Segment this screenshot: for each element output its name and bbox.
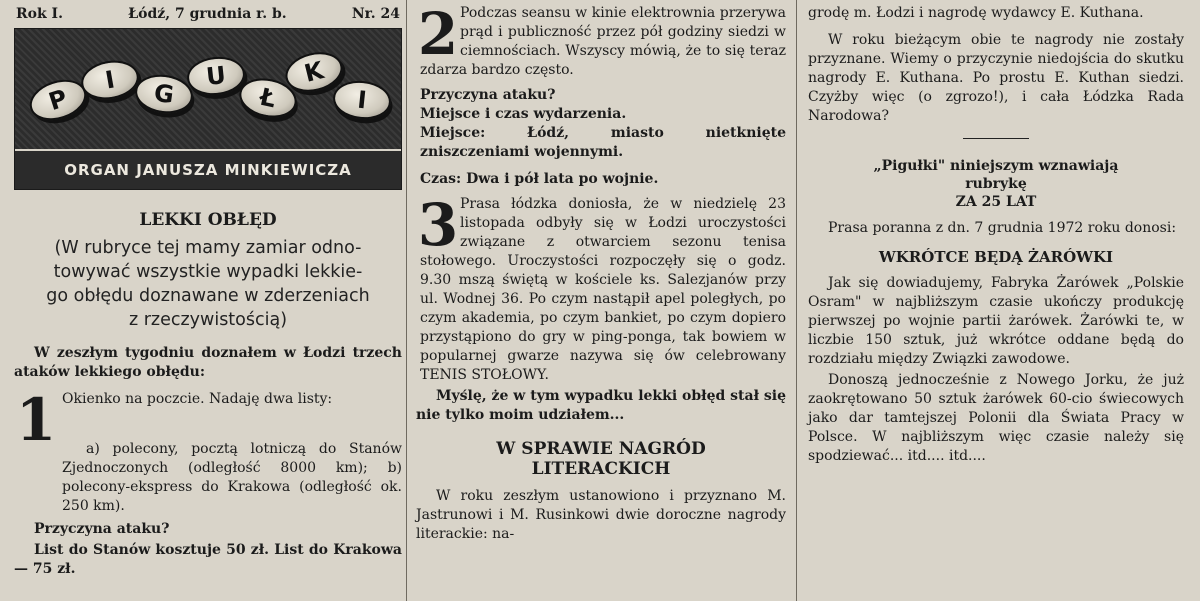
logo-subtitle: ORGAN JANUSZA MINKIEWICZA [15,149,401,189]
masthead-issue: Nr. 24 [351,6,400,22]
column-2 [416,0,786,544]
masthead-date: Łódź, 7 grudnia r. b. [128,6,287,22]
rubric-intro [14,236,402,332]
logo-pill: U [185,54,247,98]
heading-nagrody-line: LITERACKICH [531,459,671,479]
column-1 [14,4,402,579]
logo-pill: K [281,47,346,98]
intro-line: towywać wszystkie wypadki lekkie- [53,262,363,282]
heading-lekki-obled: LEKKI OBŁĘD [139,210,277,230]
item-2-q1: Przyczyna ataku? [420,87,556,103]
heading-nagrody-line: W SPRAWIE NAGRÓD [496,439,706,459]
logo-pill: G [133,71,196,117]
logo-pills [15,29,401,151]
lead-paragraph: W zeszłym tygodniu doznałem w Łodzi trzech ataków lekkiego obłędu: [14,345,402,380]
item-2 [416,0,786,80]
divider [963,138,1029,139]
bulbs-para2: Donoszą jednocześnie z Nowego Jorku, że już zaokrętowano 50 sztuk żarówek 60-cio świecowych jako dar tamtejszej Polonii dla Świata Pracy w Polsce. W najbliższym więc czasie należy się spodziewać... itd.... itd.... [808,372,1184,464]
dropcap-3: 3 [417,191,459,259]
item-3-text: Prasa łódzka doniosła, że w niedzielę 23 listopada odbyły się w Łodzi uroczystości związane z otwarciem sezonu tenisa stołowego. Uroczystości rozpoczęły się o godz. 9.30 mszą świętą w kościele ks. Salezjanów przy ul. Wodnej 36. Po czym nastąpił apel poległych, po czym akademia, po czym bankiet, po czym dopiero przystąpiono do gry w ping-ponga, tak bowiem w popularnej gwarze nazywa się ów celebrowany TENIS STOŁOWY. [420,196,786,383]
item-3 [416,191,786,385]
masthead-year: Rok I. [16,6,63,22]
rubric-line: ZA 25 LAT [955,194,1037,210]
rubric-za-25-lat [808,157,1184,211]
logo-pill: I [331,78,393,122]
rubric-line: rubrykę [965,176,1027,192]
cause-question: Przyczyna ataku? [34,521,170,537]
awards-continued: grodę m. Łodzi i nagrodę wydawcy E. Kuthana. [808,5,1144,21]
item-2-q4: Czas: Dwa i pół lata po wojnie. [420,171,659,187]
awards-para2: W roku bieżącym obie te nagrody nie zostały przyznane. Wiemy o przyczynie niedojścia do skutku nagrody E. Kuthana. Po prostu E. Kuthan siedzi. Czyżby więc (o zgrozo!), i cała Łódzka Rada Narodowa? [808,32,1184,124]
column-rule [796,0,797,601]
logo-pill: Ł [236,73,301,122]
column-rule [406,0,407,601]
intro-line: z rzeczywistością) [128,310,288,330]
item-2-text: Podczas seansu w kinie elektrownia przerywa prąd i publiczność przez pół godziny siedzi w ciemnościach. Wszyscy mówią, że to się teraz zdarza bardzo często. [420,5,786,78]
column-3 [808,4,1184,466]
pigulki-logo [14,28,402,190]
dropcap-2: 2 [417,0,459,68]
awards-text: W roku zeszłym ustanowiono i przyznano M. Jastrunowi i M. Rusinkowi dwie doroczne nagrody literackie: na- [416,488,786,542]
intro-line: (W rubryce tej mamy zamiar odno- [54,238,362,258]
heading-zarowki: WKRÓTCE BĘDĄ ŻARÓWKI [878,248,1114,266]
bulbs-para1: Jak się dowiadujemy, Fabryka Żarówek „Polskie Osram" w najbliższym czasie ukończy produkcję pierwszej po wojnie partii żarówek. Żarówki te, w liczbie 150 sztuk, już wkrótce oddane będą do rozdziału między Związki zawodowe. [808,275,1184,367]
item-2-q3: Miejsce: Łódź, miasto nietknięte zniszczeniami wojennymi. [420,125,786,160]
cause-answer: List do Stanów kosztuje 50 zł. List do Krakowa — 75 zł. [14,542,402,577]
heading-nagrody [416,439,786,479]
item-3-end: Myślę, że w tym wypadku lekki obłęd stał się nie tylko moim udziałem... [416,388,786,423]
item-1 [14,386,402,516]
intro-line: go obłędu doznawane w zderzeniach [46,286,370,306]
logo-pill: I [78,56,142,103]
item-1-text: Okienko na poczcie. Nadaję dwa listy: [62,391,333,407]
press-lead: Prasa poranna z dn. 7 grudnia 1972 roku donosi: [828,220,1177,236]
masthead [14,4,402,24]
rubric-line: „Pigułki" niniejszym wznawiają [873,158,1119,174]
item-2-q2: Miejsce i czas wydarzenia. [420,106,627,122]
dropcap-1: 1 [15,386,57,454]
logo-pill: P [25,73,92,127]
item-1-detail: a) polecony, pocztą lotniczą do Stanów Zjednoczonych (odległość 8000 km); b) polecony-ekspress do Krakowa (odległość ok. 250 km). [62,441,402,514]
